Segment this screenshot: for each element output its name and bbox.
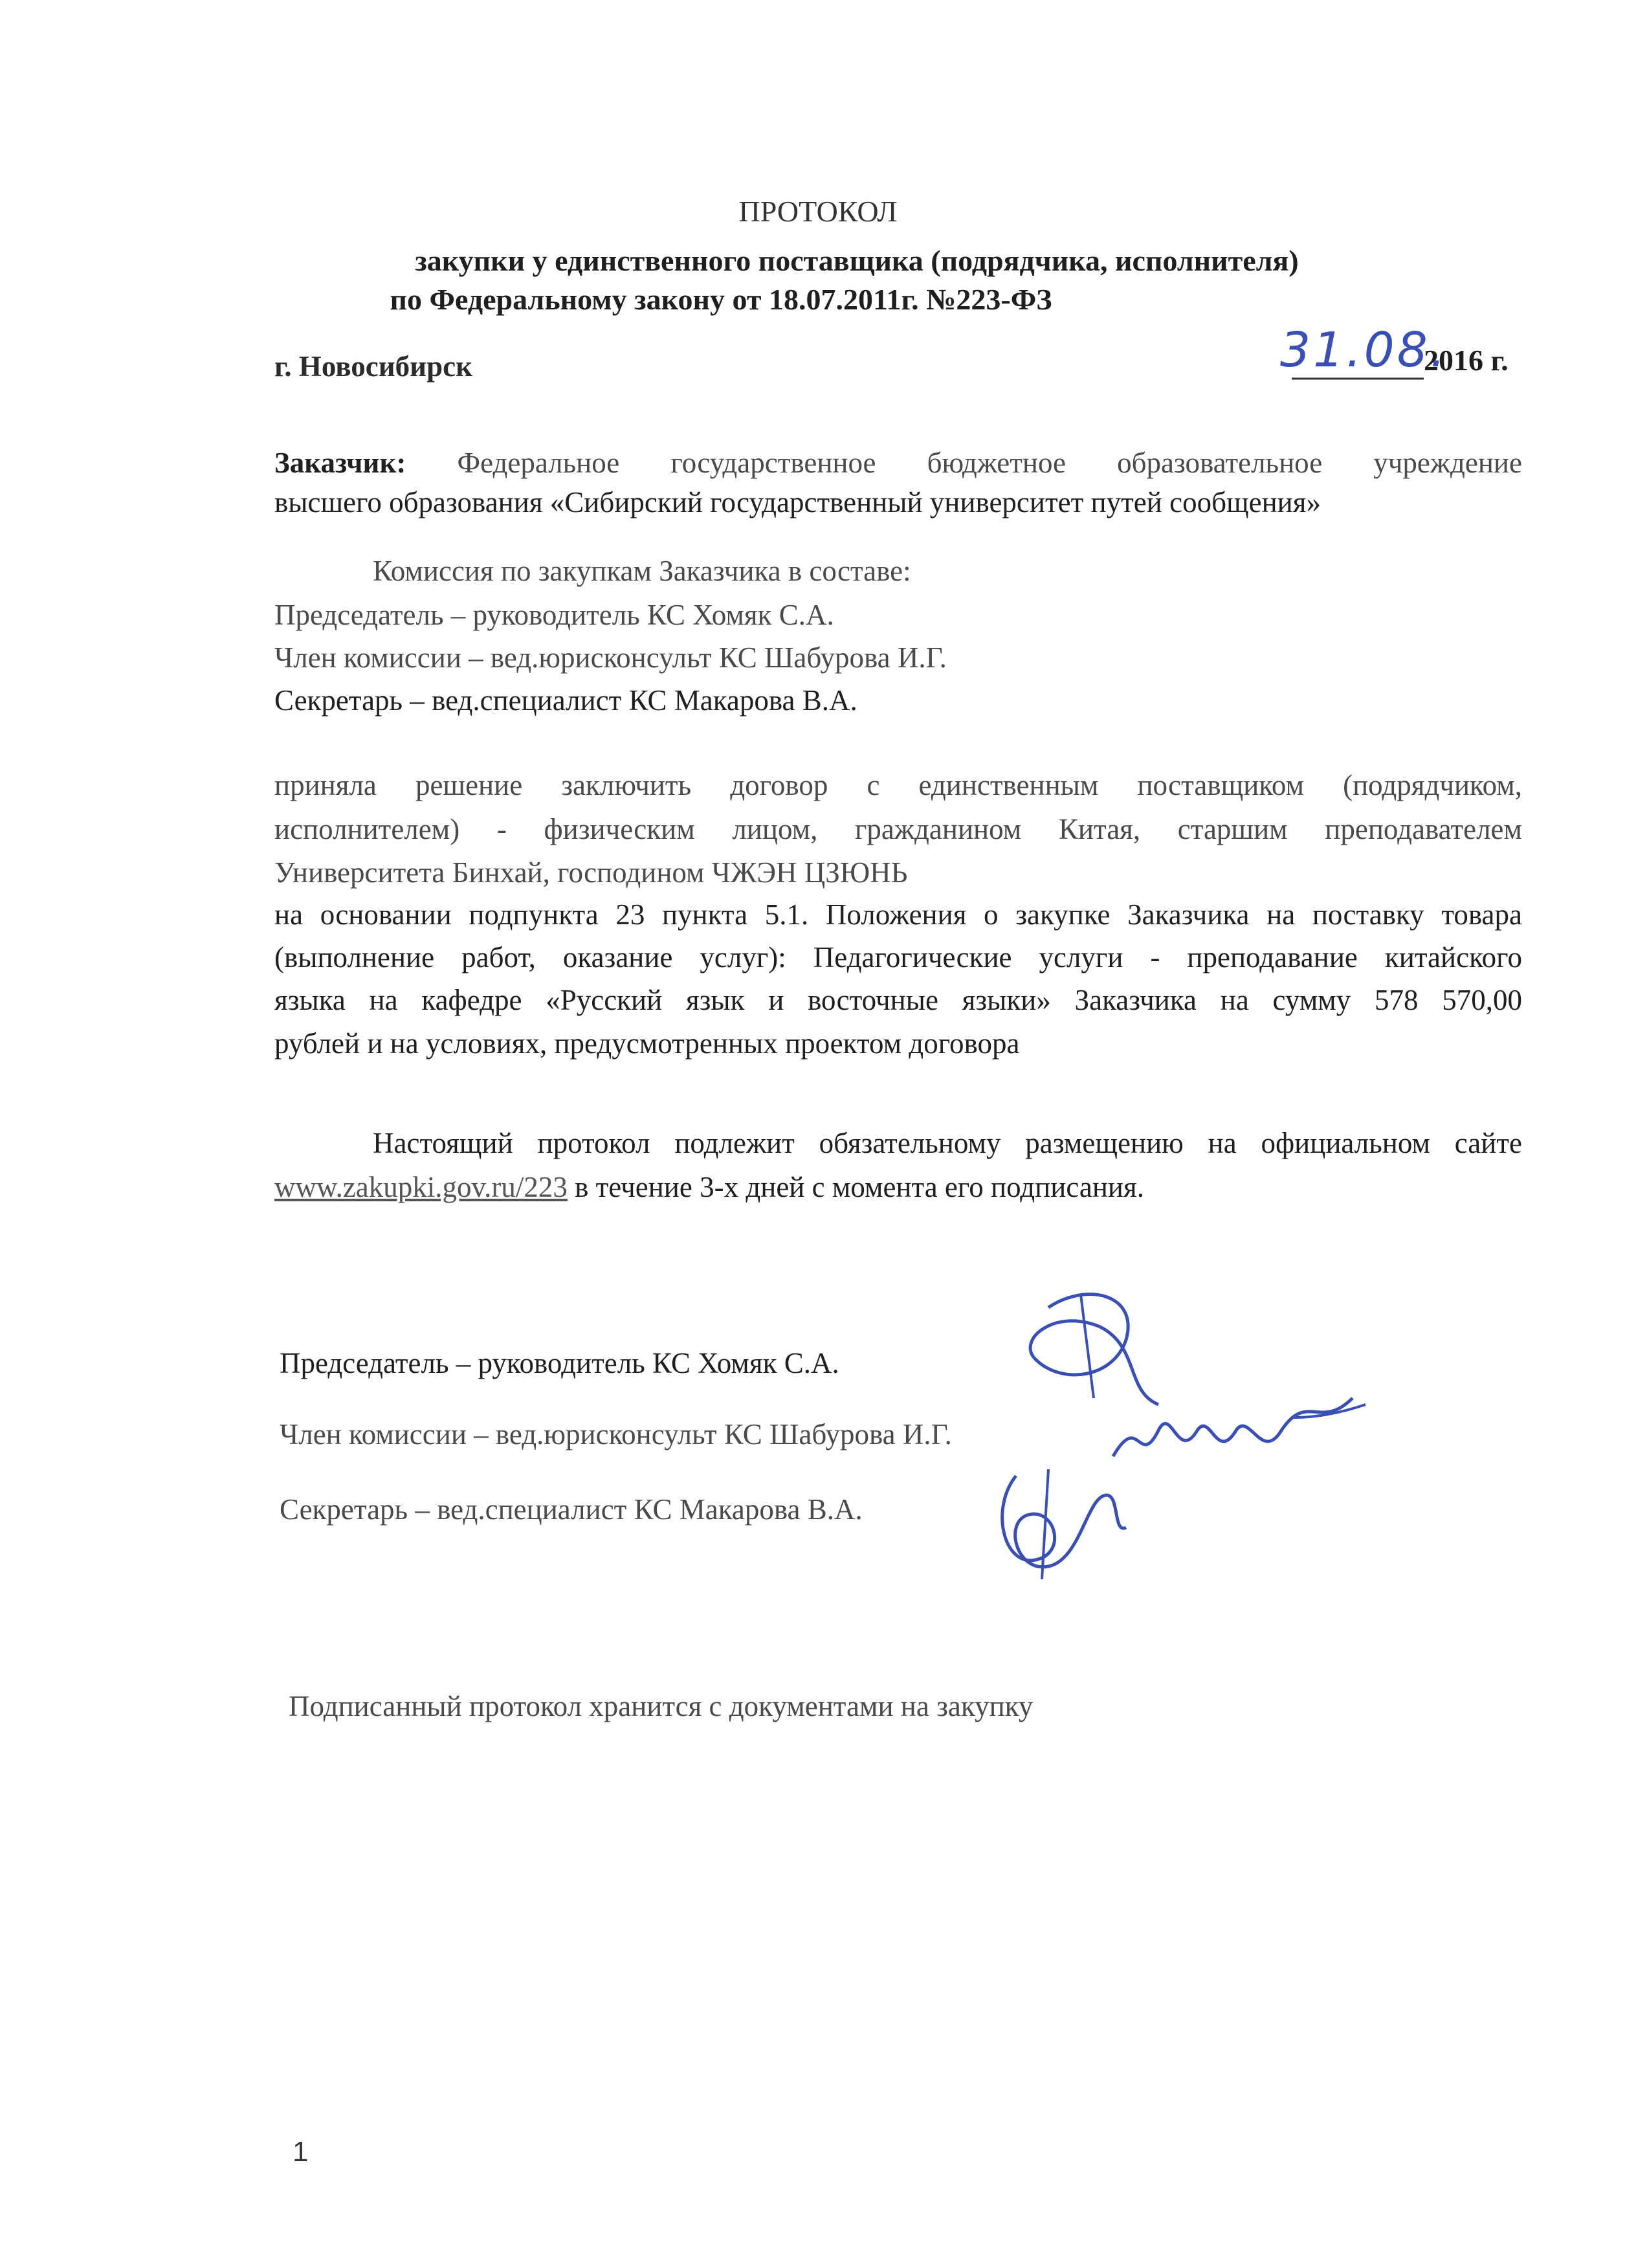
decision-line-5: (выполнение работ, оказание услуг): Педагогические услуги - преподавание китайского [274,941,1522,973]
law-reference: по Федеральному закону от 18.07.2011г. №223-ФЗ [390,283,1052,316]
commission-member-2: Член комиссии – вед.юрисконсульт КС Шабурова И.Г. [274,641,947,674]
decision-line-6: языка на кафедре «Русский язык и восточные языки» Заказчика на сумму 578 570,00 [274,984,1522,1016]
footer-note: Подписанный протокол хранится с документами на закупку [289,1690,1034,1722]
customer-line-2: высшего образования «Сибирский государственный университет путей сообщения» [274,486,1321,518]
member-signature-scribble [1100,1392,1372,1482]
decision-line-1: приняла решение заключить договор с единственным поставщиком (подрядчиком, [274,769,1522,801]
commission-intro: Комиссия по закупкам Заказчика в составе: [373,555,911,587]
decision-line-3: Университета Бинхай, господином ЧЖЭН ЦЗЮНЬ [274,856,908,889]
zakupki-link[interactable]: www.zakupki.gov.ru/223 [274,1171,568,1203]
page-number: 1 [293,2136,309,2168]
document-title: ПРОТОКОЛ [738,195,898,228]
decision-line-4: на основании подпункта 23 пункта 5.1. Положения о закупке Заказчика на поставку товара [274,898,1522,931]
publication-rest: в течение 3-х дней с момента его подписания. [567,1171,1144,1203]
decision-line-7: рублей и на условиях, предусмотренных проектом договора [274,1027,1020,1060]
decision-line-2: исполнителем) - физическим лицом, гражданином Китая, старшим преподавателем [274,813,1522,845]
secretary-signature-scribble [977,1456,1133,1586]
handwritten-date: 31.08. [1280,322,1448,378]
signature-chair: Председатель – руководитель КС Хомяк С.А. [280,1347,839,1379]
publication-line-2 [274,1170,1144,1204]
document-subtitle: закупки у единственного поставщика (подрядчика, исполнителя) [415,244,1299,277]
customer-name-1: Федеральное государственное бюджетное образовательное учреждение [457,447,1522,479]
customer-line-1 [274,447,1522,479]
publication-line-1: Настоящий протокол подлежит обязательному размещению на официальном сайте [373,1127,1522,1159]
customer-label: Заказчик: [274,447,406,479]
signature-secretary: Секретарь – вед.специалист КС Макарова В.А. [280,1493,863,1526]
signature-member: Член комиссии – вед.юрисконсульт КС Шабурова И.Г. [280,1418,952,1451]
city: г. Новосибирск [274,350,472,383]
date-underline [1292,377,1424,381]
commission-member-1: Председатель – руководитель КС Хомяк С.А. [274,599,834,631]
commission-member-3: Секретарь – вед.специалист КС Макарова В.А. [274,684,857,717]
date-year: 2016 г. [1424,344,1509,377]
